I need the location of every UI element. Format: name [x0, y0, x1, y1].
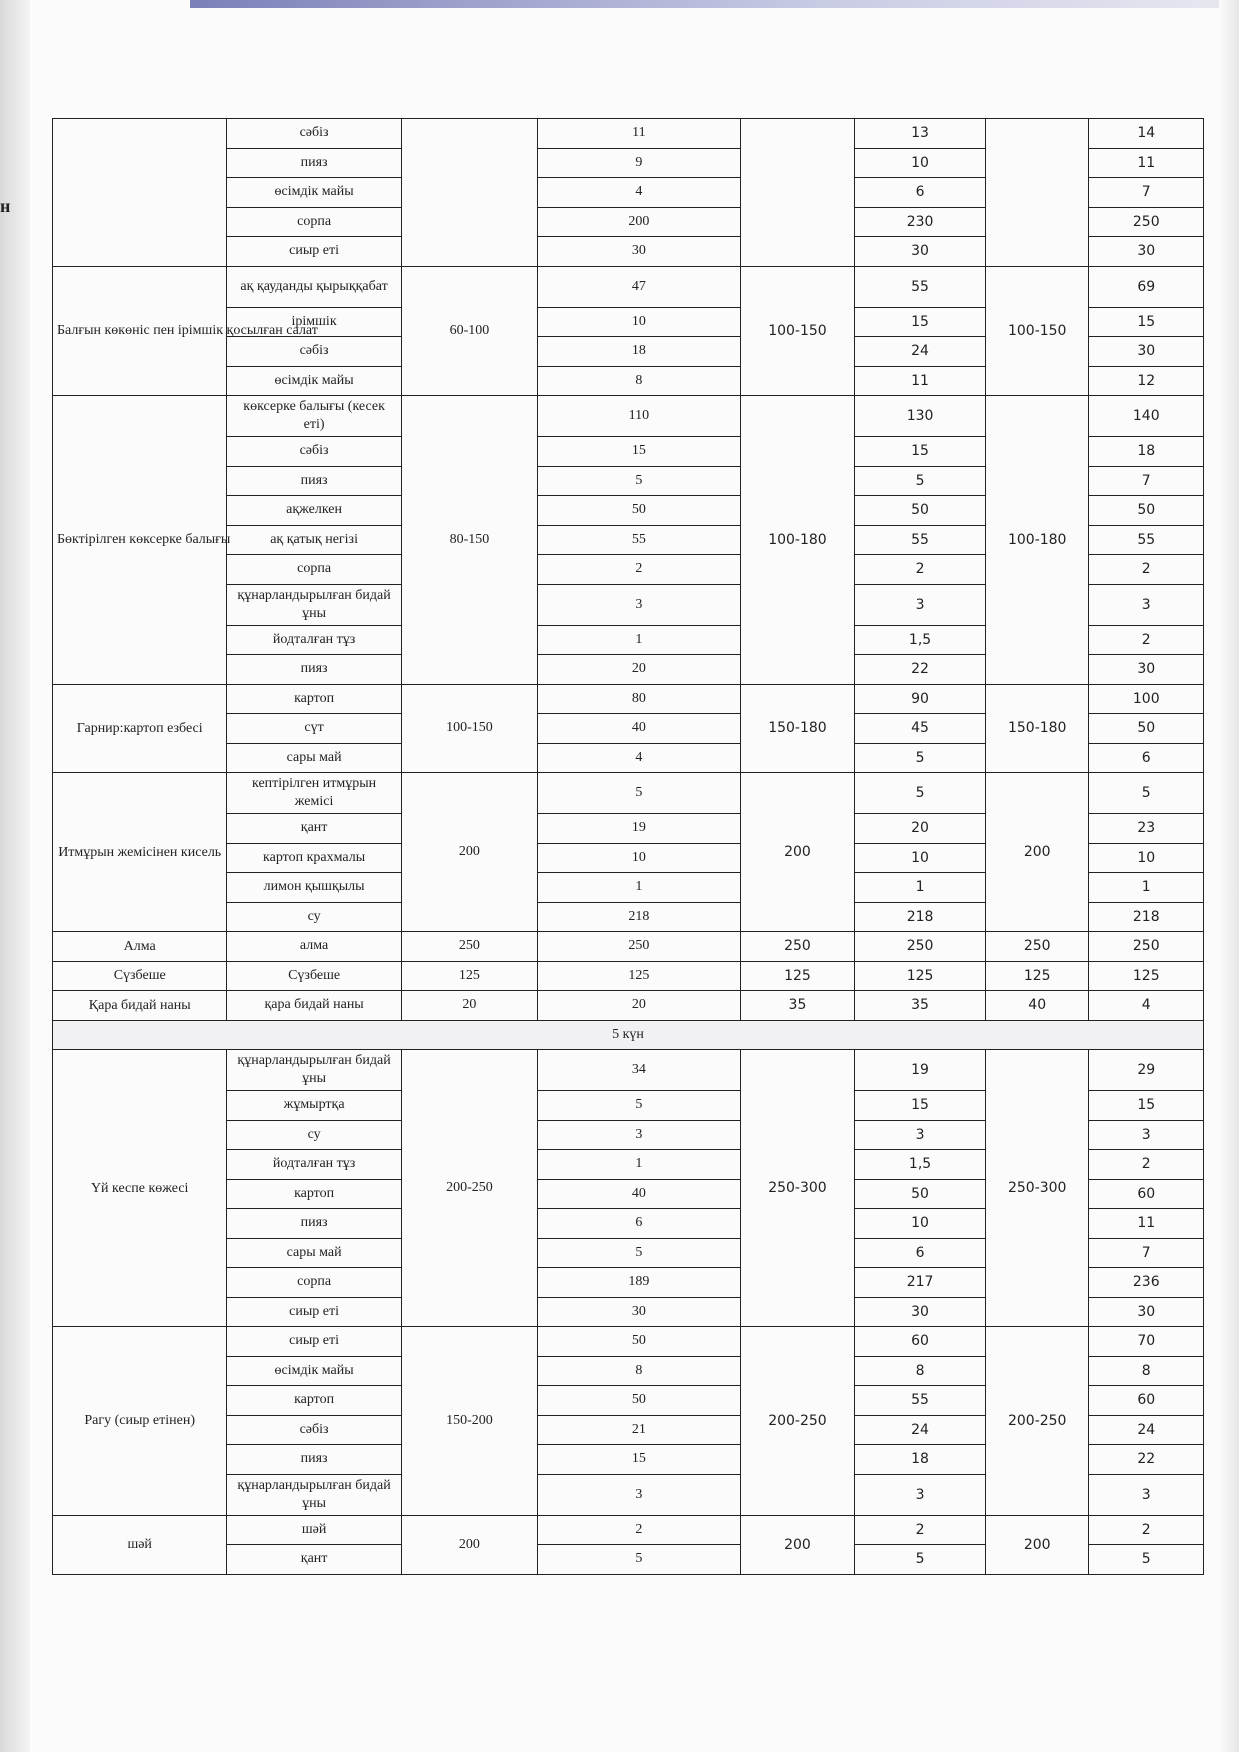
value-cell: 218 — [855, 902, 986, 932]
table-row — [53, 266, 1204, 307]
output-norm-3: 150-180 — [985, 684, 1089, 773]
value-cell: 18 — [1089, 437, 1204, 467]
scan-edge-right — [1219, 0, 1239, 1752]
ingredient-cell: сиыр еті — [227, 1297, 401, 1327]
output-norm-2: 100-150 — [740, 266, 854, 396]
value-cell: 3 — [1089, 1120, 1204, 1150]
value-cell: 3 — [855, 1120, 986, 1150]
ingredient-cell: пияз — [227, 1209, 401, 1239]
value-cell: 10 — [1089, 843, 1204, 873]
ingredient-cell: Сүзбеше — [227, 961, 401, 991]
value-cell: 7 — [1089, 466, 1204, 496]
value-cell: 218 — [1089, 902, 1204, 932]
gross-cell: 34 — [538, 1050, 741, 1091]
value-cell: 7 — [1089, 178, 1204, 208]
output-norm-3: 250 — [985, 932, 1089, 962]
ingredient-cell: сүт — [227, 714, 401, 744]
output-norm-2: 250-300 — [740, 1050, 854, 1327]
ingredient-cell: ақ қауданды қырыққабат — [227, 266, 401, 307]
value-cell: 1 — [855, 873, 986, 903]
gross-cell: 1 — [538, 873, 741, 903]
ingredient-cell: қант — [227, 1545, 401, 1575]
output-norm-2: 200 — [740, 773, 854, 932]
value-cell: 5 — [855, 1545, 986, 1575]
value-cell: 22 — [1089, 1445, 1204, 1475]
ingredient-cell: өсімдік майы — [227, 366, 401, 396]
ingredient-cell: сәбіз — [227, 437, 401, 467]
ingredient-cell: сорпа — [227, 207, 401, 237]
table-row — [53, 1050, 1204, 1091]
value-cell: 23 — [1089, 814, 1204, 844]
value-cell: 30 — [1089, 237, 1204, 267]
day-label: 5 күн — [53, 1020, 1204, 1050]
gross-cell: 1 — [538, 625, 741, 655]
ingredient-cell: қара бидай наны — [227, 991, 401, 1021]
gross-cell: 15 — [538, 1445, 741, 1475]
gross-cell: 3 — [538, 584, 741, 625]
output-norm-2: 125 — [740, 961, 854, 991]
output-cell — [985, 119, 1089, 267]
value-cell: 30 — [1089, 655, 1204, 685]
value-cell: 30 — [1089, 337, 1204, 367]
ingredient-cell: су — [227, 1120, 401, 1150]
value-cell: 236 — [1089, 1268, 1204, 1298]
value-cell: 45 — [855, 714, 986, 744]
gross-cell: 40 — [538, 1179, 741, 1209]
value-cell: 60 — [1089, 1179, 1204, 1209]
ingredient-cell: пияз — [227, 466, 401, 496]
gross-cell: 30 — [538, 237, 741, 267]
ingredient-cell: сәбіз — [227, 1415, 401, 1445]
gross-cell: 50 — [538, 1386, 741, 1416]
value-cell: 5 — [855, 773, 986, 814]
value-cell: 30 — [855, 237, 986, 267]
gross-cell: 110 — [538, 396, 741, 437]
value-cell: 24 — [855, 1415, 986, 1445]
gross-cell: 5 — [538, 466, 741, 496]
value-cell: 10 — [855, 148, 986, 178]
value-cell: 3 — [1089, 1474, 1204, 1515]
value-cell: 90 — [855, 684, 986, 714]
gross-cell: 250 — [538, 932, 741, 962]
value-cell: 1 — [1089, 873, 1204, 903]
output-norm-3: 125 — [985, 961, 1089, 991]
gross-cell: 5 — [538, 1545, 741, 1575]
gross-cell: 125 — [538, 961, 741, 991]
gross-cell: 218 — [538, 902, 741, 932]
value-cell: 140 — [1089, 396, 1204, 437]
value-cell: 2 — [1089, 1150, 1204, 1180]
gross-cell: 8 — [538, 1356, 741, 1386]
value-cell: 5 — [855, 466, 986, 496]
ingredient-cell: йодталған тұз — [227, 1150, 401, 1180]
ingredient-cell: пияз — [227, 655, 401, 685]
value-cell: 125 — [855, 961, 986, 991]
value-cell: 3 — [1089, 584, 1204, 625]
value-cell: 69 — [1089, 266, 1204, 307]
value-cell: 6 — [855, 1238, 986, 1268]
ingredient-cell: ірімшік — [227, 307, 401, 337]
scan-edge-top — [190, 0, 1239, 8]
value-cell: 250 — [1089, 932, 1204, 962]
gross-cell: 10 — [538, 843, 741, 873]
value-cell: 24 — [855, 337, 986, 367]
value-cell: 13 — [855, 119, 986, 149]
value-cell: 15 — [1089, 1091, 1204, 1121]
ingredient-cell: йодталған тұз — [227, 625, 401, 655]
value-cell: 55 — [855, 1386, 986, 1416]
gross-cell: 5 — [538, 773, 741, 814]
value-cell: 2 — [1089, 1515, 1204, 1545]
gross-cell: 50 — [538, 496, 741, 526]
menu-table — [52, 118, 1204, 1575]
output-norm-2: 100-180 — [740, 396, 854, 685]
value-cell: 15 — [855, 1091, 986, 1121]
gross-cell: 19 — [538, 814, 741, 844]
ingredient-cell: өсімдік майы — [227, 178, 401, 208]
value-cell: 55 — [1089, 525, 1204, 555]
value-cell: 22 — [855, 655, 986, 685]
gross-cell: 20 — [538, 655, 741, 685]
dish-name: Балғын көкөніс пен ірімшік қосылған салат — [53, 266, 227, 396]
ingredient-cell: картоп — [227, 1179, 401, 1209]
output-norm-1: 200 — [401, 773, 537, 932]
gross-cell: 47 — [538, 266, 741, 307]
table-row — [53, 1327, 1204, 1357]
value-cell: 130 — [855, 396, 986, 437]
value-cell: 50 — [855, 496, 986, 526]
ingredient-cell: өсімдік майы — [227, 1356, 401, 1386]
value-cell: 1,5 — [855, 625, 986, 655]
value-cell: 30 — [855, 1297, 986, 1327]
output-norm-2: 150-180 — [740, 684, 854, 773]
output-norm-3: 200 — [985, 773, 1089, 932]
value-cell: 11 — [855, 366, 986, 396]
dish-name: шәй — [53, 1515, 227, 1574]
ingredient-cell: қант — [227, 814, 401, 844]
ingredient-cell: ақжелкен — [227, 496, 401, 526]
value-cell: 10 — [855, 843, 986, 873]
value-cell: 15 — [1089, 307, 1204, 337]
ingredient-cell: жұмыртқа — [227, 1091, 401, 1121]
value-cell: 50 — [1089, 714, 1204, 744]
ingredient-cell: сәбіз — [227, 337, 401, 367]
gross-cell: 40 — [538, 714, 741, 744]
value-cell: 30 — [1089, 1297, 1204, 1327]
gross-cell: 200 — [538, 207, 741, 237]
value-cell: 60 — [1089, 1386, 1204, 1416]
ingredient-cell: картоп — [227, 684, 401, 714]
value-cell: 7 — [1089, 1238, 1204, 1268]
ingredient-cell: ақ қатық негізі — [227, 525, 401, 555]
gross-cell: 50 — [538, 1327, 741, 1357]
ingredient-cell: кептірілген итмұрын жемісі — [227, 773, 401, 814]
dish-name: Итмұрын жемісінен кисель — [53, 773, 227, 932]
dish-name: Сүзбеше — [53, 961, 227, 991]
gross-cell: 18 — [538, 337, 741, 367]
value-cell: 250 — [855, 932, 986, 962]
gross-cell: 21 — [538, 1415, 741, 1445]
value-cell: 5 — [1089, 1545, 1204, 1575]
ingredient-cell: алма — [227, 932, 401, 962]
ingredient-cell: пияз — [227, 148, 401, 178]
value-cell: 3 — [855, 1474, 986, 1515]
value-cell: 60 — [855, 1327, 986, 1357]
output-cell — [740, 119, 854, 267]
value-cell: 29 — [1089, 1050, 1204, 1091]
gross-cell: 10 — [538, 307, 741, 337]
gross-cell: 8 — [538, 366, 741, 396]
value-cell: 24 — [1089, 1415, 1204, 1445]
table-row — [53, 773, 1204, 814]
ingredient-cell: құнарландырылған бидай ұны — [227, 584, 401, 625]
value-cell: 3 — [855, 584, 986, 625]
value-cell: 14 — [1089, 119, 1204, 149]
dish-name: Қара бидай наны — [53, 991, 227, 1021]
value-cell: 12 — [1089, 366, 1204, 396]
ingredient-cell: құнарландырылған бидай ұны — [227, 1050, 401, 1091]
output-norm-1: 100-150 — [401, 684, 537, 773]
ingredient-cell: картоп — [227, 1386, 401, 1416]
value-cell: 10 — [855, 1209, 986, 1239]
ingredient-cell: сиыр еті — [227, 1327, 401, 1357]
gross-cell: 2 — [538, 555, 741, 585]
output-norm-1: 60-100 — [401, 266, 537, 396]
value-cell: 1,5 — [855, 1150, 986, 1180]
value-cell: 35 — [855, 991, 986, 1021]
side-mark: н — [0, 196, 11, 216]
ingredient-cell: көксерке балығы (кесек еті) — [227, 396, 401, 437]
value-cell: 55 — [855, 266, 986, 307]
output-norm-1: 250 — [401, 932, 537, 962]
gross-cell: 11 — [538, 119, 741, 149]
gross-cell: 9 — [538, 148, 741, 178]
value-cell: 6 — [855, 178, 986, 208]
gross-cell: 5 — [538, 1238, 741, 1268]
dish-name: Үй кеспе көжесі — [53, 1050, 227, 1327]
gross-cell: 2 — [538, 1515, 741, 1545]
ingredient-cell: сары май — [227, 743, 401, 773]
value-cell: 2 — [1089, 625, 1204, 655]
output-norm-1: 125 — [401, 961, 537, 991]
dish-name-cell — [53, 119, 227, 267]
gross-cell: 6 — [538, 1209, 741, 1239]
table-row — [53, 684, 1204, 714]
output-norm-1: 150-200 — [401, 1327, 537, 1516]
dish-name: Рагу (сиыр етінен) — [53, 1327, 227, 1516]
table-row — [53, 1515, 1204, 1545]
gross-cell: 4 — [538, 743, 741, 773]
output-norm-1: 20 — [401, 991, 537, 1021]
value-cell: 125 — [1089, 961, 1204, 991]
output-norm-2: 35 — [740, 991, 854, 1021]
gross-cell: 3 — [538, 1474, 741, 1515]
ingredient-cell: лимон қышқылы — [227, 873, 401, 903]
ingredient-cell: пияз — [227, 1445, 401, 1475]
value-cell: 250 — [1089, 207, 1204, 237]
value-cell: 19 — [855, 1050, 986, 1091]
gross-cell: 189 — [538, 1268, 741, 1298]
output-cell — [401, 119, 537, 267]
value-cell: 15 — [855, 307, 986, 337]
ingredient-cell: картоп крахмалы — [227, 843, 401, 873]
value-cell: 18 — [855, 1445, 986, 1475]
value-cell: 217 — [855, 1268, 986, 1298]
output-norm-3: 200-250 — [985, 1327, 1089, 1516]
value-cell: 230 — [855, 207, 986, 237]
value-cell: 2 — [855, 1515, 986, 1545]
output-norm-3: 200 — [985, 1515, 1089, 1574]
gross-cell: 5 — [538, 1091, 741, 1121]
value-cell: 4 — [1089, 991, 1204, 1021]
value-cell: 5 — [1089, 773, 1204, 814]
output-norm-1: 200 — [401, 1515, 537, 1574]
ingredient-cell: су — [227, 902, 401, 932]
output-norm-2: 250 — [740, 932, 854, 962]
value-cell: 2 — [1089, 555, 1204, 585]
gross-cell: 3 — [538, 1120, 741, 1150]
value-cell: 11 — [1089, 1209, 1204, 1239]
table-row — [53, 991, 1204, 1021]
gross-cell: 20 — [538, 991, 741, 1021]
value-cell: 6 — [1089, 743, 1204, 773]
value-cell: 20 — [855, 814, 986, 844]
table-row — [53, 396, 1204, 437]
output-norm-1: 80-150 — [401, 396, 537, 685]
ingredient-cell: сорпа — [227, 555, 401, 585]
value-cell: 55 — [855, 525, 986, 555]
scan-edge-left — [0, 0, 30, 1752]
ingredient-cell: шәй — [227, 1515, 401, 1545]
value-cell: 11 — [1089, 148, 1204, 178]
value-cell: 50 — [855, 1179, 986, 1209]
value-cell: 70 — [1089, 1327, 1204, 1357]
gross-cell: 4 — [538, 178, 741, 208]
output-norm-3: 40 — [985, 991, 1089, 1021]
ingredient-cell: сорпа — [227, 1268, 401, 1298]
output-norm-1: 200-250 — [401, 1050, 537, 1327]
value-cell: 100 — [1089, 684, 1204, 714]
output-norm-2: 200-250 — [740, 1327, 854, 1516]
table-row — [53, 961, 1204, 991]
value-cell: 8 — [855, 1356, 986, 1386]
ingredient-cell: сары май — [227, 1238, 401, 1268]
menu-table-body — [53, 119, 1204, 1575]
dish-name: Бөктірілген көксерке балығы — [53, 396, 227, 685]
value-cell: 8 — [1089, 1356, 1204, 1386]
ingredient-cell: сәбіз — [227, 119, 401, 149]
value-cell: 2 — [855, 555, 986, 585]
day-header-row — [53, 1020, 1204, 1050]
ingredient-cell: құнарландырылған бидай ұны — [227, 1474, 401, 1515]
output-norm-3: 100-150 — [985, 266, 1089, 396]
value-cell: 5 — [855, 743, 986, 773]
dish-name: Алма — [53, 932, 227, 962]
output-norm-2: 200 — [740, 1515, 854, 1574]
gross-cell: 15 — [538, 437, 741, 467]
table-row — [53, 932, 1204, 962]
gross-cell: 30 — [538, 1297, 741, 1327]
value-cell: 50 — [1089, 496, 1204, 526]
gross-cell: 1 — [538, 1150, 741, 1180]
value-cell: 15 — [855, 437, 986, 467]
dish-name: Гарнир:картоп езбесі — [53, 684, 227, 773]
gross-cell: 80 — [538, 684, 741, 714]
ingredient-cell: сиыр еті — [227, 237, 401, 267]
table-row — [53, 119, 1204, 149]
output-norm-3: 250-300 — [985, 1050, 1089, 1327]
gross-cell: 55 — [538, 525, 741, 555]
output-norm-3: 100-180 — [985, 396, 1089, 685]
